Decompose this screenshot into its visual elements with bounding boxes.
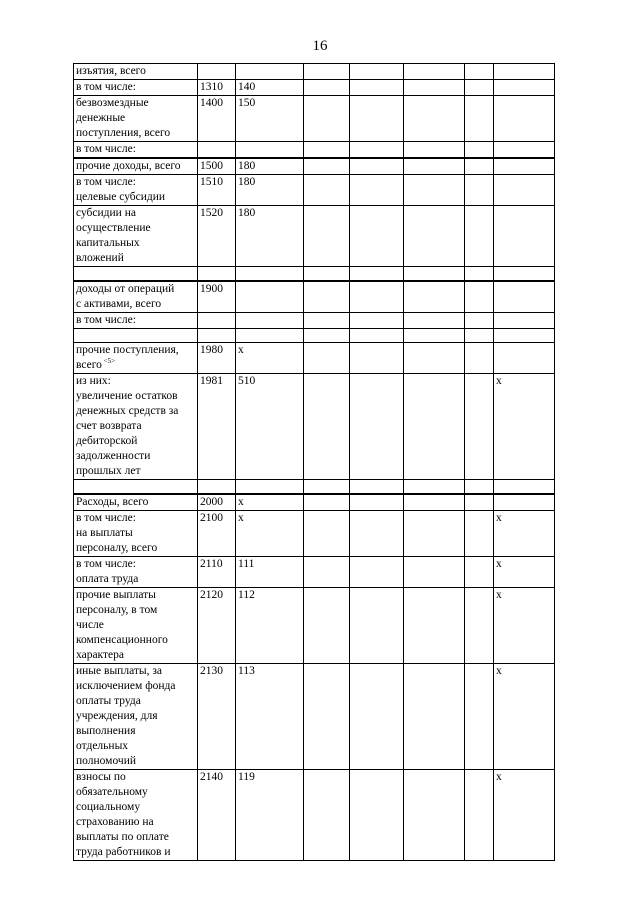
table-row [74, 479, 555, 494]
row-name-line: числе [76, 619, 104, 631]
cell-kbk: 180 [236, 206, 304, 267]
cell-col5 [350, 142, 404, 159]
row-name-line: страхованию на [76, 816, 154, 828]
row-name-line: оплата труда [76, 573, 139, 585]
cell-col5 [350, 373, 404, 479]
cell-col6 [404, 312, 465, 328]
row-name-line: оплаты труда [76, 695, 141, 707]
row-name-line: Расходы, всего [76, 496, 149, 508]
cell-col8: х [494, 588, 555, 664]
cell-col8 [494, 494, 555, 511]
row-name-line: счет возврата [76, 419, 142, 432]
cell-col4 [304, 770, 350, 861]
cell-col6 [404, 158, 465, 175]
cell-col5 [350, 64, 404, 80]
cell-col5 [350, 479, 404, 494]
table-row [74, 142, 555, 159]
row-name-line: всего [76, 358, 102, 371]
cell-col6 [404, 588, 465, 664]
row-name-cell [74, 328, 198, 342]
row-name-line: компенсационного [76, 634, 168, 646]
page-number: 16 [312, 38, 328, 54]
cell-col5 [350, 158, 404, 175]
row-name-line: задолженности [76, 449, 151, 462]
cell-col7 [465, 158, 494, 175]
cell-col8 [494, 206, 555, 267]
row-name-line: осуществление [76, 222, 151, 234]
cell-col4 [304, 267, 350, 281]
row-name-line: обязательному [76, 786, 148, 798]
row-name-cell [74, 281, 198, 313]
cell-col5 [350, 588, 404, 664]
cell-col4 [304, 664, 350, 770]
cell-col6 [404, 80, 465, 96]
row-name-line: в том числе: [76, 558, 136, 570]
cell-kbk: 140 [236, 80, 304, 96]
row-name-cell [74, 206, 198, 267]
cell-kbk: х [236, 494, 304, 511]
cell-col4 [304, 511, 350, 557]
cell-col6 [404, 328, 465, 342]
cell-col5 [350, 494, 404, 511]
cell-code: 1510 [198, 175, 236, 206]
cell-col8 [494, 267, 555, 281]
row-name-line: в том числе: [76, 81, 136, 93]
table-row [74, 96, 555, 142]
cell-kbk: х [236, 511, 304, 557]
cell-col8: х [494, 770, 555, 861]
table-row [74, 342, 555, 373]
cell-col5 [350, 664, 404, 770]
cell-col6 [404, 511, 465, 557]
cell-col8 [494, 175, 555, 206]
cell-col7 [465, 342, 494, 373]
row-name-line: прочие выплаты [76, 589, 156, 601]
cell-col4 [304, 494, 350, 511]
cell-col5 [350, 80, 404, 96]
cell-col7 [465, 588, 494, 664]
cell-col5 [350, 312, 404, 328]
cell-col4 [304, 206, 350, 267]
row-name-cell [74, 96, 198, 142]
cell-col8 [494, 64, 555, 80]
cell-code [198, 479, 236, 494]
row-name-cell [74, 64, 198, 80]
cell-code: 1981 [198, 373, 236, 479]
cell-col5 [350, 267, 404, 281]
cell-col6 [404, 64, 465, 80]
cell-col7 [465, 96, 494, 142]
cell-col6 [404, 373, 465, 479]
table-row [74, 664, 555, 770]
row-name-line: взносы по [76, 771, 126, 783]
cell-col8 [494, 158, 555, 175]
cell-col6 [404, 770, 465, 861]
cell-col4 [304, 557, 350, 588]
row-name-line: характера [76, 649, 124, 661]
row-name-line: социальному [76, 801, 141, 813]
row-name-line: прошлых лет [76, 464, 141, 477]
table-row [74, 511, 555, 557]
cell-col5 [350, 281, 404, 313]
cell-kbk [236, 312, 304, 328]
row-name-cell [74, 664, 198, 770]
cell-code [198, 64, 236, 80]
cell-kbk [236, 64, 304, 80]
row-name-cell [74, 142, 198, 159]
row-name-cell [74, 770, 198, 861]
table-row [74, 158, 555, 175]
cell-col8 [494, 479, 555, 494]
row-name-cell [74, 557, 198, 588]
row-name-cell [74, 588, 198, 664]
row-name-cell [74, 511, 198, 557]
cell-col7 [465, 328, 494, 342]
row-name-cell [74, 175, 198, 206]
row-name-line: в том числе: [76, 143, 136, 155]
cell-col6 [404, 96, 465, 142]
cell-kbk: 150 [236, 96, 304, 142]
table-row [74, 80, 555, 96]
table-body [74, 64, 555, 861]
cell-kbk [236, 479, 304, 494]
row-name-line: прочие поступления, [76, 343, 179, 356]
cell-col8 [494, 328, 555, 342]
cell-col7 [465, 80, 494, 96]
table-row [74, 312, 555, 328]
cell-col6 [404, 342, 465, 373]
cell-col6 [404, 494, 465, 511]
cell-col7 [465, 494, 494, 511]
footnote-ref: <5> [101, 356, 116, 365]
cell-code: 1980 [198, 342, 236, 373]
cell-col8: х [494, 664, 555, 770]
cell-col7 [465, 664, 494, 770]
table-row [74, 175, 555, 206]
cell-col4 [304, 328, 350, 342]
cell-col4 [304, 588, 350, 664]
row-name-cell [74, 80, 198, 96]
cell-col4 [304, 158, 350, 175]
cell-kbk: х [236, 342, 304, 373]
cell-col8 [494, 342, 555, 373]
cell-col4 [304, 175, 350, 206]
cell-col7 [465, 281, 494, 313]
row-name-line: вложений [76, 252, 124, 264]
cell-col4 [304, 64, 350, 80]
cell-code: 2000 [198, 494, 236, 511]
cell-col7 [465, 267, 494, 281]
row-name-line: полномочий [76, 755, 136, 767]
cell-kbk: 180 [236, 158, 304, 175]
cell-code: 2130 [198, 664, 236, 770]
cell-code: 1310 [198, 80, 236, 96]
cell-col6 [404, 175, 465, 206]
table-row [74, 588, 555, 664]
row-name-line: персоналу, всего [76, 542, 158, 554]
cell-kbk: 119 [236, 770, 304, 861]
row-name-line: увеличение остатков [76, 389, 178, 402]
cell-col7 [465, 511, 494, 557]
cell-code: 1900 [198, 281, 236, 313]
cell-code: 2120 [198, 588, 236, 664]
cell-col7 [465, 479, 494, 494]
cell-code: 1520 [198, 206, 236, 267]
cell-kbk: 510 [236, 373, 304, 479]
row-name-cell [74, 373, 198, 479]
cell-col6 [404, 281, 465, 313]
row-name-cell [74, 342, 198, 373]
cell-col6 [404, 142, 465, 159]
cell-kbk [236, 142, 304, 159]
cell-kbk: 111 [236, 557, 304, 588]
cell-col6 [404, 557, 465, 588]
row-name-line: в том числе: [76, 176, 136, 188]
row-name-line: исключением фонда [76, 680, 176, 692]
row-name-line: выполнения [76, 725, 136, 737]
cell-col4 [304, 342, 350, 373]
cell-code: 2100 [198, 511, 236, 557]
row-name-line: доходы от операций [76, 282, 175, 295]
row-name-line: прочие доходы, всего [76, 160, 181, 172]
row-name-line: изъятия, всего [76, 65, 146, 77]
table-row [74, 64, 555, 80]
cell-col7 [465, 373, 494, 479]
row-name-line: денежные [76, 112, 126, 124]
cell-code: 1500 [198, 158, 236, 175]
table-row [74, 281, 555, 313]
cell-col8: х [494, 511, 555, 557]
cell-col7 [465, 770, 494, 861]
cell-code [198, 142, 236, 159]
row-name-line: в том числе: [76, 512, 136, 524]
cell-col4 [304, 80, 350, 96]
cell-col7 [465, 557, 494, 588]
cell-col7 [465, 206, 494, 267]
row-name-cell [74, 158, 198, 175]
cell-col8: х [494, 373, 555, 479]
cell-col7 [465, 64, 494, 80]
cell-col8 [494, 142, 555, 159]
row-name-line: труда работников и [76, 846, 171, 858]
cell-col4 [304, 373, 350, 479]
row-name-line: безвозмездные [76, 97, 149, 109]
cell-col5 [350, 511, 404, 557]
cell-col5 [350, 96, 404, 142]
row-name-line: на выплаты [76, 527, 133, 539]
row-name-line: субсидии на [76, 207, 136, 219]
row-name-line: из них: [76, 374, 111, 387]
cell-kbk: 112 [236, 588, 304, 664]
row-name-line: в том числе: [76, 313, 136, 326]
cell-col6 [404, 479, 465, 494]
row-name-line: поступления, всего [76, 127, 171, 139]
cell-kbk [236, 267, 304, 281]
cell-col4 [304, 142, 350, 159]
cell-col7 [465, 175, 494, 206]
cell-kbk [236, 281, 304, 313]
row-name-line: капитальных [76, 237, 140, 249]
cell-code: 2140 [198, 770, 236, 861]
row-name-line: иные выплаты, за [76, 665, 163, 677]
table-row [74, 373, 555, 479]
row-name-cell [74, 494, 198, 511]
cell-kbk: 113 [236, 664, 304, 770]
cell-col5 [350, 557, 404, 588]
cell-col5 [350, 342, 404, 373]
row-name-line: персоналу, в том [76, 604, 158, 616]
cell-col5 [350, 175, 404, 206]
cell-col6 [404, 206, 465, 267]
cell-col8 [494, 96, 555, 142]
cell-col8 [494, 312, 555, 328]
cell-col4 [304, 312, 350, 328]
row-name-cell [74, 479, 198, 494]
cell-col4 [304, 479, 350, 494]
cell-col4 [304, 96, 350, 142]
row-name-cell [74, 267, 198, 281]
row-name-line: дебиторской [76, 434, 138, 447]
cell-col4 [304, 281, 350, 313]
cell-col7 [465, 312, 494, 328]
row-name-cell [74, 312, 198, 328]
cell-col8 [494, 80, 555, 96]
row-name-line: денежных средств за [76, 404, 179, 417]
row-name-line: отдельных [76, 740, 129, 752]
cell-col6 [404, 267, 465, 281]
table-row [74, 206, 555, 267]
table-row [74, 494, 555, 511]
cell-col8 [494, 281, 555, 313]
row-name-line: целевые субсидии [76, 191, 166, 203]
cell-col8: х [494, 557, 555, 588]
row-name-line: с активами, всего [76, 297, 162, 310]
cell-kbk: 180 [236, 175, 304, 206]
cell-code [198, 312, 236, 328]
cell-col5 [350, 770, 404, 861]
financial-plan-table [73, 63, 555, 861]
row-name-line: учреждения, для [76, 710, 158, 722]
cell-code [198, 328, 236, 342]
cell-code [198, 267, 236, 281]
row-name-line: выплаты по оплате [76, 831, 169, 843]
cell-col5 [350, 328, 404, 342]
cell-col6 [404, 664, 465, 770]
cell-code: 2110 [198, 557, 236, 588]
table-row [74, 557, 555, 588]
table-row [74, 328, 555, 342]
cell-kbk [236, 328, 304, 342]
cell-code: 1400 [198, 96, 236, 142]
cell-col5 [350, 206, 404, 267]
cell-col7 [465, 142, 494, 159]
table-row [74, 770, 555, 861]
table-row [74, 267, 555, 281]
